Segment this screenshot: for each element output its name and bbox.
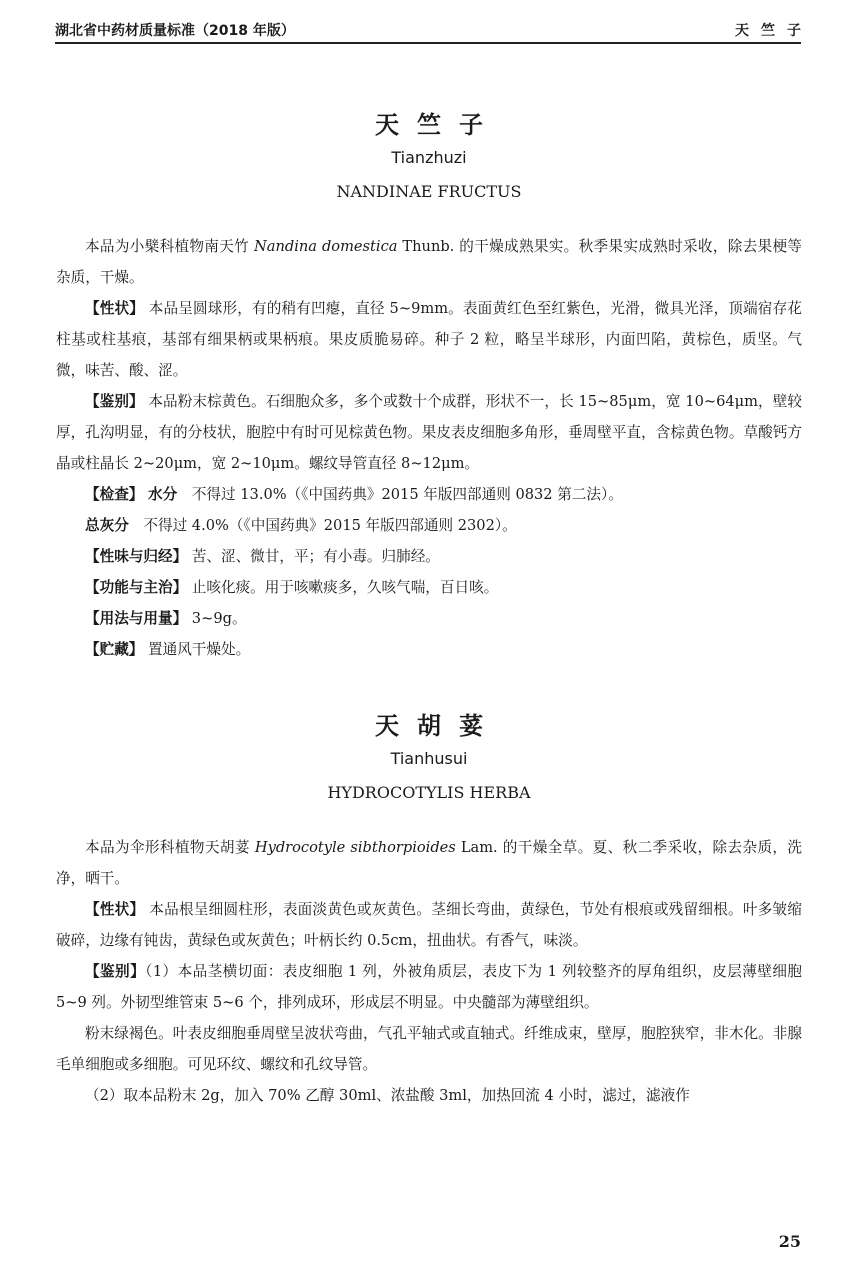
section-label: 【鉴别】 xyxy=(85,963,146,980)
entry1-gongneng: 【功能与主治】 止咳化痰。用于咳嗽痰多，久咳气喘，百日咳。 xyxy=(85,579,499,596)
entry1-species: Nandina domestica xyxy=(254,238,398,255)
entry1-yongfa: 【用法与用量】 3~9g。 xyxy=(85,610,247,627)
entry1-xingwei: 【性味与归经】 苦、涩、微甘，平；有小毒。归肺经。 xyxy=(85,548,440,565)
entry1-latin-name: NANDINAE FRUCTUS xyxy=(336,182,522,201)
section-label: 【贮藏】 xyxy=(85,641,144,658)
entry2-xingzhuang: 【性状】 本品根呈细圆柱形，表面淡黄色或灰黄色。茎细长弯曲，黄绿色，节处有根痕或残留细根。叶多皱缩破碎，边缘有钝齿，黄绿色或灰黄色；叶柄长约 0.5cm，扭曲状。有香气，味淡。 xyxy=(56,901,802,949)
entry1-intro: 本品为小檗科植物南天竹 Nandina domestica Thunb. 的干燥成熟果实。秋季果实成熟时采收，除去果梗等杂质，干燥。 xyxy=(56,238,802,286)
section-label: 【性状】 xyxy=(85,300,144,317)
entry2-jianbie-2: （2）取本品粉末 2g，加入 70% 乙醇 30ml、浓盐酸 3ml，加热回流 4 小时，滤过，滤液作 xyxy=(85,1087,690,1104)
section-label: 【功能与主治】 xyxy=(85,579,188,596)
entry2-latin-name: HYDROCOTYLIS HERBA xyxy=(327,783,531,802)
entry1-zhucang: 【贮藏】 置通风干燥处。 xyxy=(85,641,251,658)
entry1-title: 天竺子 xyxy=(375,110,501,139)
entry2-species: Hydrocotyle sibthorpioides xyxy=(254,839,456,856)
page-number: 25 xyxy=(778,1232,801,1251)
entry2-intro: 本品为伞形科植物天胡荽 Hydrocotyle sibthorpioides Lam. 的干燥全草。夏、秋二季采收，除去杂质，洗净，晒干。 xyxy=(56,839,803,887)
subsection-label: 总灰分 xyxy=(85,517,129,534)
entry1-xingzhuang: 【性状】 本品呈圆球形，有的稍有凹瘪，直径 5~9mm。表面黄红色至红紫色，光滑，微具光泽，顶端宿存花柱基或柱基痕，基部有细果柄或果柄痕。果皮质脆易碎。种子 2 粒，略呈半球形，内面凹陷，黄棕色，质坚。气微，味苦、酸、涩。 xyxy=(56,300,802,379)
section-label: 【性状】 xyxy=(85,901,145,918)
entry2-pinyin: Tianhusui xyxy=(390,749,468,768)
page-content xyxy=(56,108,802,1111)
subsection-label: 水分 xyxy=(148,486,178,503)
book-title: 湖北省中药材质量标准（2018 年版） xyxy=(55,23,295,39)
section-label: 【检查】 xyxy=(85,486,144,503)
entry2-title: 天胡荽 xyxy=(375,711,501,740)
section-title: 天竺子 xyxy=(735,23,813,39)
entry1-pinyin: Tianzhuzi xyxy=(391,148,467,167)
entry2-jianbie-1: 【鉴别】（1）本品茎横切面：表皮细胞 1 列，外被角质层，表皮下为 1 列较整齐的厚角组织，皮层薄壁细胞 5~9 列。外韧型维管束 5~6 个，排列成环，形成层不明显。中央髓部为薄壁组织。 xyxy=(56,963,802,1011)
entry1-jianbie: 【鉴别】 本品粉末棕黄色。石细胞众多，多个或数十个成群，形状不一，长 15~85μm，宽 10~64μm，壁较厚，孔沟明显，有的分枝状，胞腔中有时可见棕黄色物。果皮表皮细胞多角形，垂周壁平直，含棕黄色物。草酸钙方晶或柱晶长 2~20μm，宽 2~10μm。螺纹导管直径 8~12μm。 xyxy=(56,393,802,472)
section-label: 【性味与归经】 xyxy=(85,548,188,565)
running-header xyxy=(55,14,813,44)
entry1-zonghuifen: 总灰分 不得过 4.0%（《中国药典》2015 年版四部通则 2302）。 xyxy=(85,517,517,534)
section-label: 【用法与用量】 xyxy=(85,610,188,627)
entry1-jiancha: 【检查】 水分 不得过 13.0%（《中国药典》2015 年版四部通则 0832 第二法）。 xyxy=(85,486,623,503)
section-label: 【鉴别】 xyxy=(85,393,144,410)
entry2-powder: 粉末绿褐色。叶表皮细胞垂周壁呈波状弯曲，气孔平轴式或直轴式。纤维成束，壁厚，胞腔狭窄，非木化。非腺毛单细胞或多细胞。可见环纹、螺纹和孔纹导管。 xyxy=(56,1025,802,1073)
